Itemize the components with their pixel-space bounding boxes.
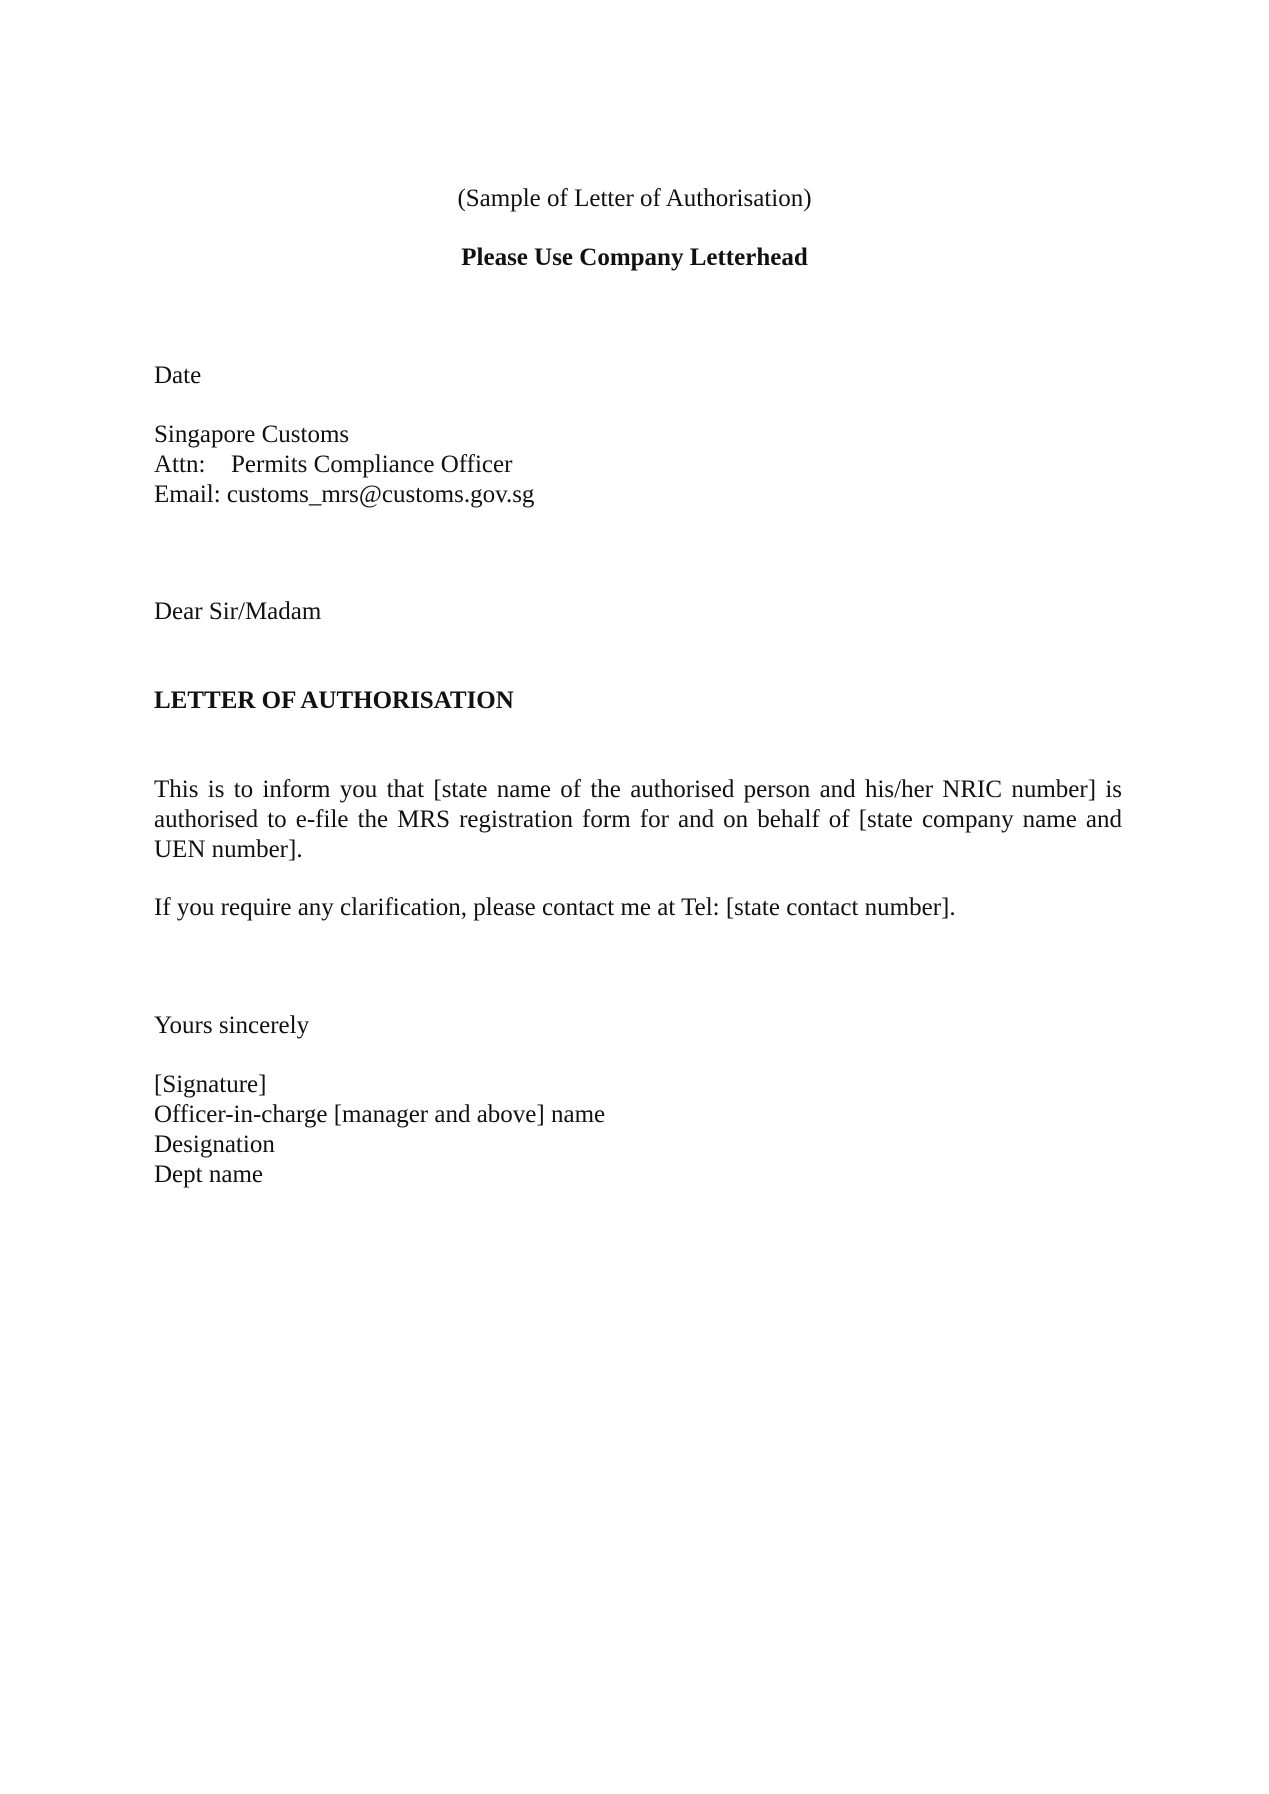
designation: Designation [154, 1131, 275, 1158]
closing: Yours sincerely [154, 1012, 310, 1039]
attn-value: Permits Compliance Officer [231, 451, 513, 478]
signature-block [154, 1070, 1122, 1190]
recipient-block [154, 420, 1122, 510]
date-label: Date [154, 362, 202, 389]
officer-name: Officer-in-charge [manager and above] name [154, 1101, 606, 1128]
dept-name: Dept name [154, 1161, 263, 1188]
body-paragraph-1: This is to inform you that [state name of the authorised person and his/her NRIC number] is authorised to e-file the MRS registration form for and on behalf of [state company name and UEN number]. [154, 776, 1122, 863]
recipient-org: Singapore Customs [154, 421, 350, 448]
signature-placeholder: [Signature] [154, 1071, 267, 1098]
letterhead-instruction: Please Use Company Letterhead [461, 244, 808, 271]
subject-heading: LETTER OF AUTHORISATION [154, 687, 514, 714]
body-paragraph-2: If you require any clarification, please contact me at Tel: [state contact number]. [154, 894, 956, 921]
attn-label: Attn: [154, 451, 206, 478]
recipient-attn [154, 450, 1122, 480]
salutation: Dear Sir/Madam [154, 598, 322, 625]
recipient-email: Email: customs_mrs@customs.gov.sg [154, 481, 535, 508]
sample-note: (Sample of Letter of Authorisation) [457, 185, 812, 212]
